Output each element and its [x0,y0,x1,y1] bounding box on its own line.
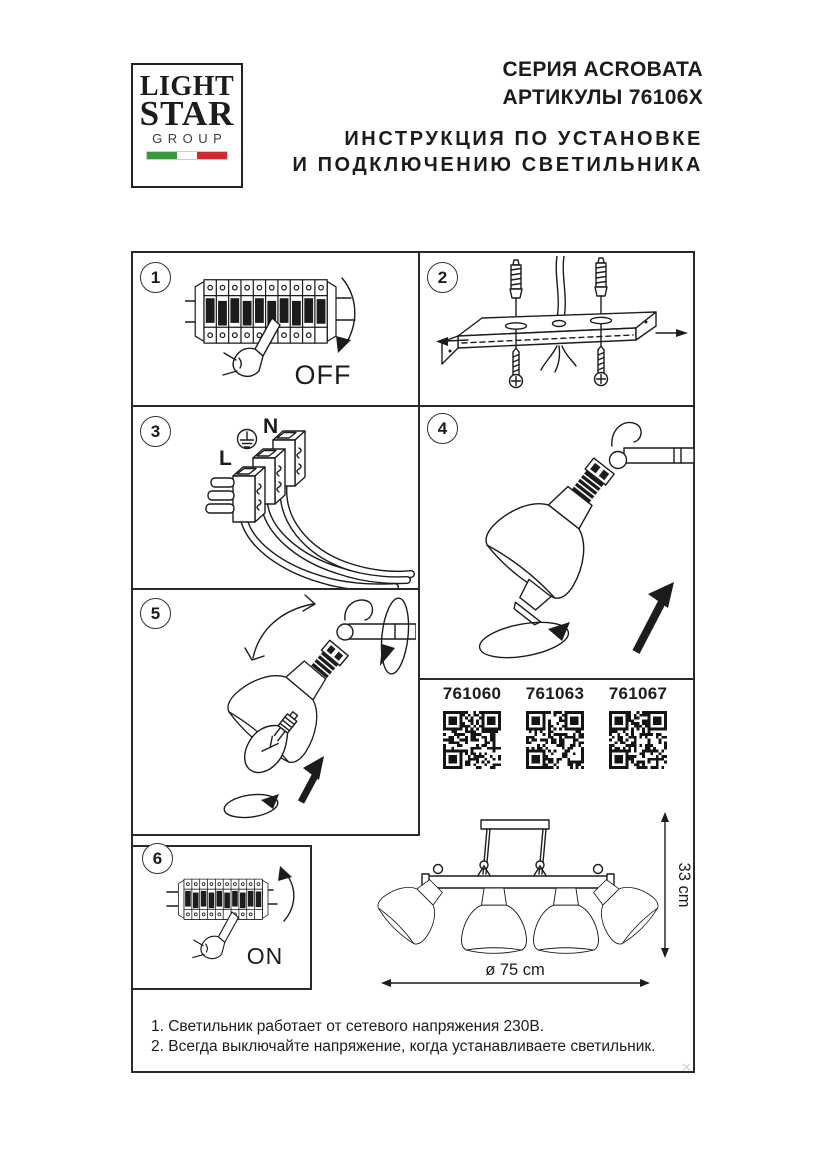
qr-code [443,711,501,769]
document-title [292,56,703,178]
step-number-text: 4 [437,418,448,438]
bracket-mounting-drawing [428,256,692,402]
vertical-divider [418,253,420,834]
swivel-joint [610,452,627,469]
flag-white-stripe [177,152,198,159]
step-1-number [140,262,171,293]
lamp-shade-icon [461,888,526,953]
step2-illustration [428,256,692,407]
terminal-wiring-drawing [195,412,416,588]
terminal-block-icon [233,467,265,522]
wall-anchor-icon [510,260,522,298]
flag-green-stripe [147,152,177,159]
italy-flag-icon [146,151,228,160]
step-number-text: 5 [150,603,161,623]
breaker-off-drawing [185,262,375,402]
step-number-text: 1 [150,267,161,287]
qr-code-section [432,684,678,774]
hanging-hook [345,600,373,620]
rotation-ellipse-arrow [477,616,571,663]
ceiling-fixture-drawing [372,800,692,1005]
breaker-on-drawing [131,845,312,990]
logo-word-group: GROUP [152,131,228,146]
step6-illustration [131,845,312,995]
qr-item [432,684,512,774]
note-1: 1. Светильник работает от сетевого напряжения 230В. [151,1018,545,1035]
curved-arrow-up-icon [284,875,294,921]
swivel-double-arrow-icon [253,604,313,658]
wire-stub [208,491,234,500]
step1-illustration [185,262,375,407]
fixture-dimension-drawing [372,800,692,1010]
article-number: 761060 [442,684,502,703]
step-number-text: 6 [152,848,163,868]
mounting-arm [624,448,694,463]
bold-up-arrow-icon [636,602,662,652]
cursor-mark-artifact: ✕ [681,1060,692,1075]
neutral-label: N [263,415,279,438]
frayed-wires [541,346,576,372]
step4-illustration [428,408,694,681]
fixture-bar [428,876,608,888]
qr-item [515,684,595,774]
step3-illustration [195,412,416,593]
article-number: 761063 [525,684,585,703]
hanging-hook [612,422,641,446]
right-arrow-icon [676,329,688,337]
earth-symbol-icon [238,430,257,449]
curved-arrow-down-icon [342,278,355,342]
logo-word-star: STAR [139,94,235,133]
on-label: ON [246,943,284,969]
qr-code [609,711,667,769]
wire-stub [206,504,234,513]
lightstar-logo [131,63,243,188]
shade-assembly-drawing [428,408,694,676]
lamp-shade-icon [533,888,598,953]
step-number-text: 3 [150,421,161,441]
instruction-title-line1: ИНСТРУКЦИЯ ПО УСТАНОВКЕ [344,128,703,150]
qr-item [598,684,678,774]
bulb-installation-drawing [133,590,416,832]
wire-stub [211,478,234,487]
wall-anchor-icon [595,258,607,296]
footnotes [151,1017,691,1056]
diameter-dimension-label: ø 75 cm [485,961,545,979]
ceiling-plate [481,820,549,829]
step-3-number [140,416,171,447]
height-dimension-label: 33 cm [675,862,692,908]
article-number: 761067 [608,684,668,703]
instruction-title-line2: И ПОДКЛЮЧЕНИЮ СВЕТИЛЬНИКА [292,154,703,176]
screw-icon [510,348,523,388]
note-2: 2. Всегда выключайте напряжение, когда устанавливаете светильник. [151,1037,656,1055]
articles-title: АРТИКУЛЫ 76106X [502,86,703,109]
flag-red-stripe [197,152,227,159]
swivel-joint [337,624,353,640]
circuit-breaker-icon [178,879,268,919]
qr-code [526,711,584,769]
logo-word-light: LIGHT [139,71,235,102]
screw-icon [595,346,608,386]
series-title: СЕРИЯ ACROBATA [502,58,703,81]
live-label: L [219,447,232,470]
step-number-text: 2 [437,267,448,287]
off-label: OFF [294,360,352,390]
